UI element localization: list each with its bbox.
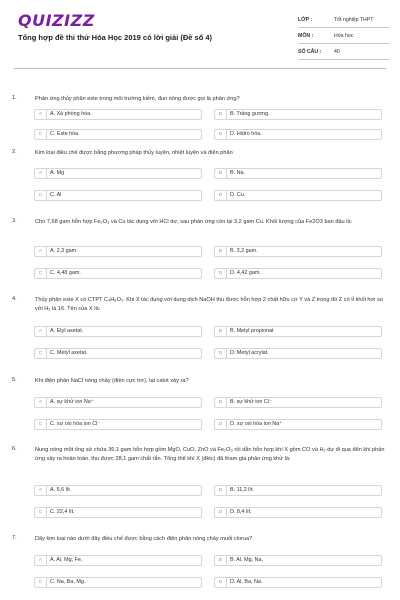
option-text: C. 4,48 gam.	[50, 270, 81, 276]
option-text: A. 2,3 gam.	[50, 248, 78, 254]
option-text: D. Al, Ba, Na.	[230, 579, 263, 585]
option-letter-c: C	[35, 578, 47, 587]
option-text: D. 4,42 gam.	[230, 270, 261, 276]
option-text: B. Tráng gương.	[230, 111, 270, 117]
option-text: A. Mg	[50, 170, 65, 176]
question-number: 4.	[12, 296, 17, 302]
option-text: A. 5,6 lít.	[50, 487, 72, 493]
option-b[interactable]	[214, 326, 382, 337]
option-text: C. Na, Ba, Mg.	[50, 579, 86, 585]
option-letter-a: A	[35, 247, 47, 256]
option-text: C. Metyl axetat.	[50, 350, 88, 356]
question-number: 6.	[12, 446, 17, 452]
option-b[interactable]	[214, 485, 382, 496]
option-letter-b: B	[215, 110, 227, 119]
option-a[interactable]	[34, 326, 202, 337]
option-a[interactable]	[34, 485, 202, 496]
option-b[interactable]	[214, 109, 382, 120]
option-letter-b: B	[215, 247, 227, 256]
option-c[interactable]	[34, 268, 202, 279]
worksheet-title: Tổng hợp đề thi thử Hóa Học 2019 có lời giải (Đề số 4)	[18, 33, 213, 42]
option-letter-d: D	[215, 269, 227, 278]
option-text: C. Este hóa.	[50, 131, 80, 137]
option-a[interactable]	[34, 109, 202, 120]
option-text: B. Al, Mg, Na.	[230, 557, 263, 563]
option-a[interactable]	[34, 555, 202, 566]
question-text: Phản ứng thủy phân este trong môi trường kiềm, đun nóng được gọi là phản ứng?	[35, 96, 240, 102]
option-letter-d: D	[215, 508, 227, 517]
option-d[interactable]	[214, 268, 382, 279]
option-c[interactable]	[34, 348, 202, 359]
meta-value: Hóa học	[334, 32, 354, 39]
question-number: 1.	[12, 95, 17, 101]
quizizz-logo: QUIZIZZ	[18, 11, 95, 30]
option-text: B. Metyl propionat	[230, 328, 274, 334]
option-text: D. Metyl acrylat.	[230, 350, 269, 356]
option-letter-c: C	[35, 191, 47, 200]
question-text: Nung nóng một ống sứ chứa 36,1 gam hỗn hợp gồm MgO, CuO, ZnO và Fe₂O₃ rồi dẫn hỗn hợp khí X gồm CO và H₂ dư đi qua đến khi phản ứng xảy ra hoàn toàn, thu được 28,1 gam chất rắn. Tổng thể khí X (đktc) đã tham gia phản ứng khử là:	[35, 447, 385, 462]
question-number: 2.	[12, 149, 17, 155]
option-c[interactable]	[34, 507, 202, 518]
option-letter-d: D	[215, 578, 227, 587]
meta-row-subject	[298, 28, 390, 44]
option-d[interactable]	[214, 190, 382, 201]
meta-value: 40	[334, 48, 340, 55]
option-text: D. Cu.	[230, 192, 246, 198]
option-letter-a: A	[35, 398, 47, 407]
option-letter-d: D	[215, 130, 227, 139]
option-letter-c: C	[35, 130, 47, 139]
option-letter-c: C	[35, 269, 47, 278]
option-letter-c: C	[35, 349, 47, 358]
question-text: Dãy kim loại nào dưới đây điều chế được bằng cách điện phân nóng chảy muối clorua?	[35, 536, 253, 542]
option-letter-d: D	[215, 191, 227, 200]
option-letter-a: A	[35, 110, 47, 119]
meta-label: SỐ CÂU :	[298, 48, 322, 55]
option-letter-c: C	[35, 508, 47, 517]
option-letter-d: D	[215, 420, 227, 429]
question-text: Kim loại điều chế được bằng phương pháp thủy luyện, nhiệt luyện và điện phân	[35, 150, 233, 156]
option-text: C. 22,4 lít.	[50, 509, 75, 515]
option-b[interactable]	[214, 555, 382, 566]
option-letter-a: A	[35, 556, 47, 565]
option-d[interactable]	[214, 129, 382, 140]
option-b[interactable]	[214, 168, 382, 179]
option-text: C. sự oxi hóa ion Cl⁻	[50, 421, 101, 427]
option-letter-a: A	[35, 327, 47, 336]
option-d[interactable]	[214, 507, 382, 518]
option-text: B. sự khử ion Cl⁻	[230, 399, 272, 405]
option-letter-b: B	[215, 327, 227, 336]
option-text: B. 11,2 lít.	[230, 487, 254, 493]
question-number: 7.	[12, 535, 17, 541]
meta-row-class	[298, 12, 390, 28]
option-text: A. Xà phòng hóa.	[50, 111, 92, 117]
option-text: B. 3,2 gam.	[230, 248, 258, 254]
option-text: A. Etyl axetat.	[50, 328, 84, 334]
option-letter-a: A	[35, 486, 47, 495]
option-text: D. Hidro hóa.	[230, 131, 262, 137]
meta-row-count	[298, 44, 390, 60]
header-divider	[14, 68, 386, 69]
option-letter-a: A	[35, 169, 47, 178]
worksheet-header	[0, 0, 400, 70]
option-c[interactable]	[34, 190, 202, 201]
question-number: 3.	[12, 218, 17, 224]
option-letter-d: D	[215, 349, 227, 358]
question-text: Thủy phân este X có CTPT C₄H₈O₂. Khi X tác dụng với dung dịch NaOH thu được hỗn hợp 2 chất hữu cơ Y và Z trong đó Z có tỉ khối hơi so với H₂ là 16. Tên của X là:	[35, 297, 383, 312]
option-text: A. sự khử ion Na⁺	[50, 399, 94, 405]
option-a[interactable]	[34, 397, 202, 408]
option-a[interactable]	[34, 246, 202, 257]
option-text: B. Na.	[230, 170, 245, 176]
option-d[interactable]	[214, 348, 382, 359]
option-letter-b: B	[215, 556, 227, 565]
question-number: 5.	[12, 377, 17, 383]
option-text: D. sự oxi hóa ion Na⁺	[230, 421, 282, 427]
option-letter-c: C	[35, 420, 47, 429]
option-letter-b: B	[215, 169, 227, 178]
meta-label: MÔN :	[298, 32, 314, 39]
option-c[interactable]	[34, 577, 202, 588]
option-text: A. Al, Mg, Fe.	[50, 557, 83, 563]
meta-table	[298, 12, 390, 60]
option-d[interactable]	[214, 577, 382, 588]
question-text: Cho 7,68 gam hỗn hợp Fe₂O₃ và Cu tác dụng với HCl dư, sau phản ứng còn lại 3,2 gam Cu. Khối lượng của Fe2O3 ban đầu là:	[35, 219, 353, 225]
option-b[interactable]	[214, 246, 382, 257]
question-text: Khi điện phân NaCl nóng chảy (điện cực trơ), tại catot xảy ra?	[35, 378, 189, 384]
option-letter-b: B	[215, 398, 227, 407]
meta-label: LỚP :	[298, 16, 313, 23]
option-text: D. 8,4 lít.	[230, 509, 252, 515]
option-text: C. Al	[50, 192, 62, 198]
option-c[interactable]	[34, 129, 202, 140]
meta-value: Tốt nghiệp THPT	[334, 16, 374, 23]
option-letter-b: B	[215, 486, 227, 495]
option-c[interactable]	[34, 419, 202, 430]
option-a[interactable]	[34, 168, 202, 179]
option-d[interactable]	[214, 419, 382, 430]
option-b[interactable]	[214, 397, 382, 408]
